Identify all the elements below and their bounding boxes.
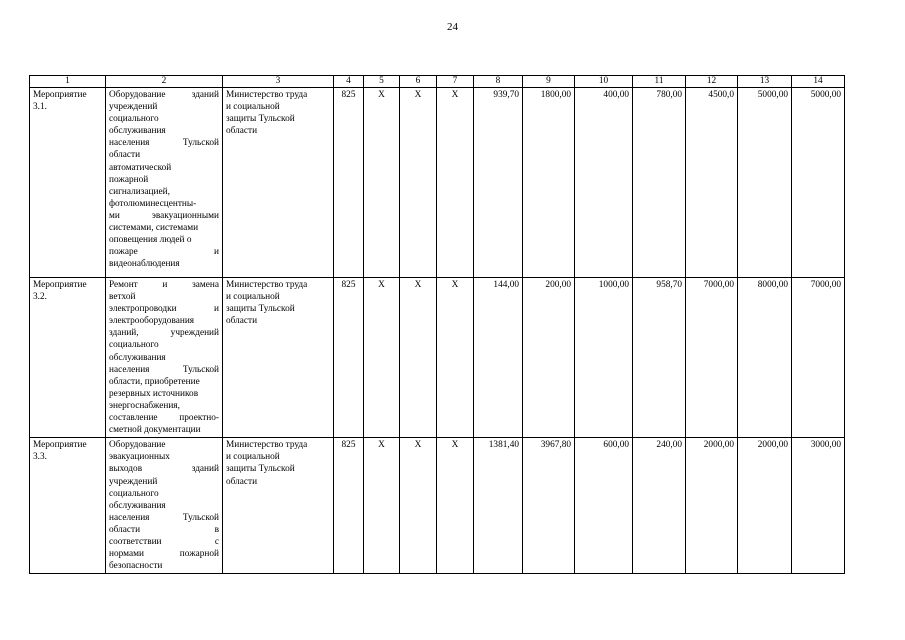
description-line: резервных источников — [109, 388, 199, 399]
page-number: 24 — [447, 21, 458, 33]
code-cell: X — [400, 88, 437, 278]
code-cell: X — [364, 438, 400, 574]
description-line: соответствии с — [109, 536, 219, 547]
description-line: безопасности — [109, 561, 163, 572]
amount-cell: 200,00 — [523, 278, 575, 438]
column-header: 7 — [437, 76, 474, 88]
column-header: 6 — [400, 76, 437, 88]
measure-line: 3.2. — [33, 292, 47, 303]
amount-cell: 400,00 — [575, 88, 633, 278]
description-line: Оборудование зданий — [109, 90, 219, 100]
description-line: области — [109, 150, 141, 161]
measure-line: Мероприятие — [33, 280, 87, 290]
description-line: населения Тульской — [109, 138, 219, 149]
code-cell: X — [364, 278, 400, 438]
column-header: 3 — [223, 76, 334, 88]
amount-cell: 5000,00 — [792, 88, 845, 278]
amount-cell: 2000,00 — [686, 438, 738, 574]
measure-line: Мероприятие — [33, 440, 87, 451]
amount-cell: 3967,80 — [523, 438, 575, 574]
executor-line: Министерство труда — [226, 440, 308, 451]
description-line: эвакуационных — [109, 452, 170, 463]
description-line: фотолюминесцентны- — [109, 198, 197, 209]
code-cell: X — [437, 88, 474, 278]
description-line: населения Тульской — [109, 512, 219, 523]
code-cell: 825 — [334, 278, 364, 438]
description-line: электрооборудования — [109, 316, 195, 327]
description-line: сигнализацией, — [109, 186, 170, 197]
description-line: Ремонт и замена — [109, 280, 219, 290]
column-header: 8 — [474, 76, 523, 88]
description-line: социального — [109, 340, 159, 351]
executor-cell — [223, 438, 334, 574]
executor-line: области — [226, 126, 258, 137]
description-line: пожаре и — [109, 247, 219, 258]
code-cell: X — [437, 278, 474, 438]
executor-line: защиты Тульской — [226, 304, 295, 315]
column-header: 13 — [738, 76, 792, 88]
amount-cell: 1381,40 — [474, 438, 523, 574]
amount-cell: 240,00 — [633, 438, 686, 574]
executor-line: Министерство труда — [226, 280, 308, 290]
executor-line: Министерство труда — [226, 90, 308, 100]
description-line: населения Тульской — [109, 364, 219, 375]
description-line: области, приобретение — [109, 376, 200, 387]
amount-cell: 7000,00 — [686, 278, 738, 438]
code-cell: 825 — [334, 88, 364, 278]
description-line: учреждений — [109, 476, 158, 487]
column-header: 5 — [364, 76, 400, 88]
amount-cell: 2000,00 — [738, 438, 792, 574]
table-row — [30, 88, 845, 278]
measure-cell — [30, 88, 106, 278]
amount-cell: 939,70 — [474, 88, 523, 278]
column-header: 9 — [523, 76, 575, 88]
measure-cell — [30, 438, 106, 574]
table-row — [30, 278, 845, 438]
code-cell: X — [400, 438, 437, 574]
description-line: обслуживания — [109, 500, 166, 511]
description-cell — [106, 278, 223, 438]
amount-cell: 8000,00 — [738, 278, 792, 438]
column-number-row — [30, 76, 845, 88]
description-line: выходов зданий — [109, 464, 219, 475]
code-cell: 825 — [334, 438, 364, 574]
column-header: 11 — [633, 76, 686, 88]
description-line: составление проектно- — [109, 413, 219, 424]
description-line: оповещения людей о — [109, 235, 192, 246]
column-header: 4 — [334, 76, 364, 88]
description-cell — [106, 438, 223, 574]
column-header: 10 — [575, 76, 633, 88]
description-line: нормами пожарной — [109, 549, 219, 560]
description-line: ветхой — [109, 292, 136, 303]
budget-table — [29, 75, 845, 574]
executor-line: области — [226, 316, 258, 327]
description-line: системами, системами — [109, 223, 199, 234]
executor-cell — [223, 88, 334, 278]
executor-line: защиты Тульской — [226, 464, 295, 475]
code-cell: X — [437, 438, 474, 574]
amount-cell: 5000,00 — [738, 88, 792, 278]
description-cell — [106, 88, 223, 278]
description-line: социального — [109, 114, 159, 125]
description-line: ми эвакуационными — [109, 210, 219, 221]
amount-cell: 3000,00 — [792, 438, 845, 574]
amount-cell: 7000,00 — [792, 278, 845, 438]
description-line: обслуживания — [109, 352, 166, 363]
amount-cell: 958,70 — [633, 278, 686, 438]
amount-cell: 780,00 — [633, 88, 686, 278]
amount-cell: 600,00 — [575, 438, 633, 574]
executor-line: защиты Тульской — [226, 114, 295, 125]
measure-line: Мероприятие — [33, 90, 87, 100]
table-row — [30, 438, 845, 574]
amount-cell: 1800,00 — [523, 88, 575, 278]
description-line: обслуживания — [109, 126, 166, 137]
column-header: 12 — [686, 76, 738, 88]
amount-cell: 1000,00 — [575, 278, 633, 438]
executor-line: области — [226, 476, 258, 487]
amount-cell: 144,00 — [474, 278, 523, 438]
code-cell: X — [400, 278, 437, 438]
description-line: учреждений — [109, 102, 158, 113]
description-line: области в — [109, 524, 219, 535]
measure-line: 3.3. — [33, 452, 47, 463]
column-header: 1 — [30, 76, 106, 88]
measure-cell — [30, 278, 106, 438]
executor-line: и социальной — [226, 452, 280, 463]
executor-cell — [223, 278, 334, 438]
executor-line: и социальной — [226, 292, 280, 303]
description-line: автоматической — [109, 162, 172, 173]
column-header: 14 — [792, 76, 845, 88]
measure-line: 3.1. — [33, 102, 47, 113]
description-line: энергоснабжения, — [109, 400, 180, 411]
executor-line: и социальной — [226, 102, 280, 113]
description-line: электропроводки и — [109, 304, 219, 315]
description-line: Оборудование — [109, 440, 166, 451]
column-header: 2 — [106, 76, 223, 88]
description-line: сметной документации — [109, 425, 201, 436]
description-line: зданий, учреждений — [109, 328, 219, 339]
description-line: видеонаблюдения — [109, 259, 180, 270]
code-cell: X — [364, 88, 400, 278]
amount-cell: 4500,0 — [686, 88, 738, 278]
description-line: пожарной — [109, 174, 149, 185]
description-line: социального — [109, 488, 159, 499]
